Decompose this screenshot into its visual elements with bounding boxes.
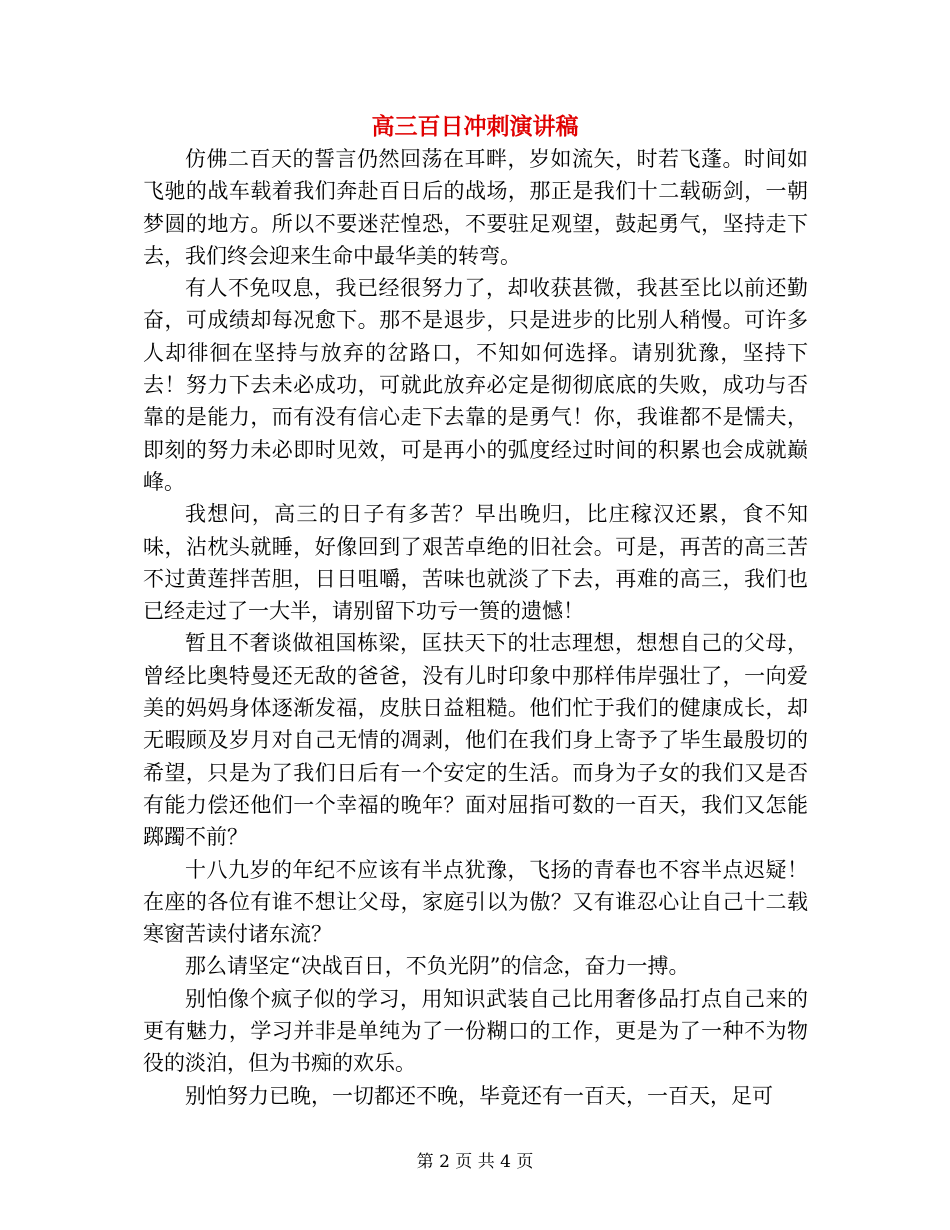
page-number-footer: 第 2 页 共 4 页 [416, 1152, 534, 1172]
paragraph-7: 别怕像个疯子似的学习，用知识武装自己比用奢侈品打点自己来的更有魅力，学习并非是单纯为了一份糊口的工作，更是为了一种不为物役的淡泊，但为书痴的欢乐。 [143, 986, 808, 1076]
paragraph-8: 别怕努力已晚，一切都还不晚，毕竟还有一百天，一百天，足可 [185, 1083, 773, 1108]
paragraph-1: 仿佛二百天的誓言仍然回荡在耳畔，岁如流矢，时若飞蓬。时间如飞驰的战车载着我们奔赴百日后的战场，那正是我们十二载砺剑，一朝梦圆的地方。所以不要迷茫惶恐，不要驻足观望，鼓起勇气，坚持走下去，我们终会迎来生命中最华美的转弯。 [143, 147, 808, 268]
document-title: 高三百日冲刺演讲稿 [371, 113, 579, 140]
paragraph-2: 有人不免叹息，我已经很努力了，却收获甚微，我甚至比以前还勤奋，可成绩却每况愈下。那不是退步，只是进步的比别人稍慢。可许多人却徘徊在坚持与放弃的岔路口，不知如何选择。请别犹豫，坚持下去！努力下去未必成功，可就此放弃必定是彻彻底底的失败，成功与否靠的是能力，而有没有信心走下去靠的是勇气！你，我谁都不是懦夫，即刻的努力未必即时见效，可是再小的弧度经过时间的积累也会成就巅峰。 [143, 276, 808, 494]
paragraph-5: 十八九岁的年纪不应该有半点犹豫，飞扬的青春也不容半点迟疑！在座的各位有谁不想让父母，家庭引以为傲？又有谁忍心让自己十二载寒窗苦读付诸东流？ [143, 857, 808, 947]
document-body [143, 143, 808, 1112]
paragraph-6: 那么请坚定“决战百日，不负光阴”的信念，奋力一搏。 [185, 954, 690, 979]
paragraph-4: 暂且不奢谈做祖国栋梁，匡扶天下的壮志理想，想想自己的父母，曾经比奥特曼还无敌的爸爸，没有儿时印象中那样伟岸强壮了，一向爱美的妈妈身体逐渐发福，皮肤日益粗糙。他们忙于我们的健康成长，却无暇顾及岁月对自己无情的凋剥，他们在我们身上寄予了毕生最殷切的希望，只是为了我们日后有一个安定的生活。而身为子女的我们又是否有能力偿还他们一个幸福的晚年？面对屈指可数的一百天，我们又怎能踯躅不前？ [143, 631, 808, 850]
paragraph-3: 我想问，高三的日子有多苦？早出晚归，比庄稼汉还累，食不知味，沾枕头就睡，好像回到了艰苦卓绝的旧社会。可是，再苦的高三苦不过黄莲拌苦胆，日日咀嚼，苦味也就淡了下去，再难的高三，我们也已经走过了一大半，请别留下功亏一篑的遗憾！ [143, 502, 808, 624]
